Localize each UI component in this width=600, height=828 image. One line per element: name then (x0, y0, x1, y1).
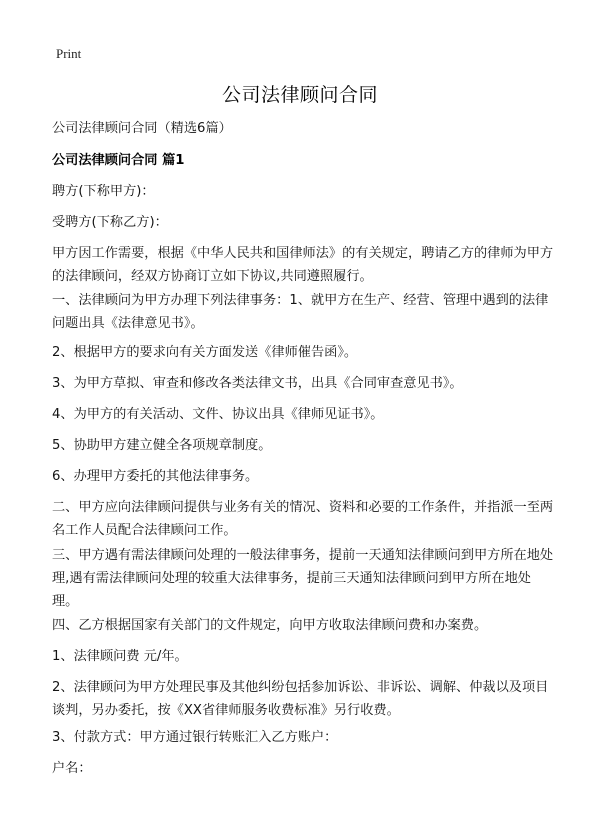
document-title: 公司法律顾问合同 (221, 84, 378, 106)
document-subtitle: 公司法律顾问合同（精选6篇） (52, 121, 232, 136)
paragraph-item-5: 5、协助甲方建立健全各项规章制度。 (52, 438, 272, 453)
paragraph-clause-3: 三、甲方遇有需法律顾问处理的一般法律事务，提前一天通知法律顾问到甲方所在地处理,遇有需法律顾问处理的较重大法律事务，提前三天通知法律顾问到甲方所在地处理。 (52, 548, 554, 609)
paragraph-clause-1: 一、法律顾问为甲方办理下列法律事务：1、就甲方在生产、经营、管理中遇到的法律问题出具《法律意见书》。 (52, 293, 549, 331)
section-heading: 公司法律顾问合同 篇1 (52, 153, 185, 168)
paragraph-item-2: 2、根据甲方的要求向有关方面发送《律师催告函》。 (52, 345, 358, 360)
paragraph-item-4: 4、为甲方的有关活动、文件、协议出具《律师见证书》。 (52, 407, 384, 422)
paragraph-payment: 3、付款方式：甲方通过银行转账汇入乙方账户： (52, 730, 338, 745)
paragraph-item-3: 3、为甲方草拟、审查和修改各类法律文书，出具《合同审查意见书》。 (52, 376, 463, 391)
paragraph-employer: 聘方(下称甲方)： (52, 184, 155, 199)
print-link[interactable]: Print (56, 46, 82, 61)
paragraph-account-name: 户名： (52, 761, 92, 776)
paragraph-item-6: 6、办理甲方委托的其他法律事务。 (52, 469, 259, 484)
paragraph-fee-1: 1、法律顾问费 元/年。 (52, 649, 188, 664)
paragraph-clause-4: 四、乙方根据国家有关部门的文件规定，向甲方收取法律顾问费和办案费。 (52, 618, 488, 633)
paragraph-employee: 受聘方(下称乙方)： (52, 215, 168, 230)
paragraph-clause-2: 二、甲方应向法律顾问提供与业务有关的情况、资料和必要的工作条件，并指派一至两名工作人员配合法律顾问工作。 (52, 500, 554, 538)
paragraph-fee-2: 2、法律顾问为甲方处理民事及其他纠纷包括参加诉讼、非诉讼、调解、仲裁以及项目谈判，另办委托，按《XX省律师服务收费标准》另行收费。 (52, 680, 549, 718)
paragraph-preamble: 甲方因工作需要，根据《中华人民共和国律师法》的有关规定，聘请乙方的律师为甲方的法律顾问，经双方协商订立如下协议,共同遵照履行。 (52, 246, 554, 284)
